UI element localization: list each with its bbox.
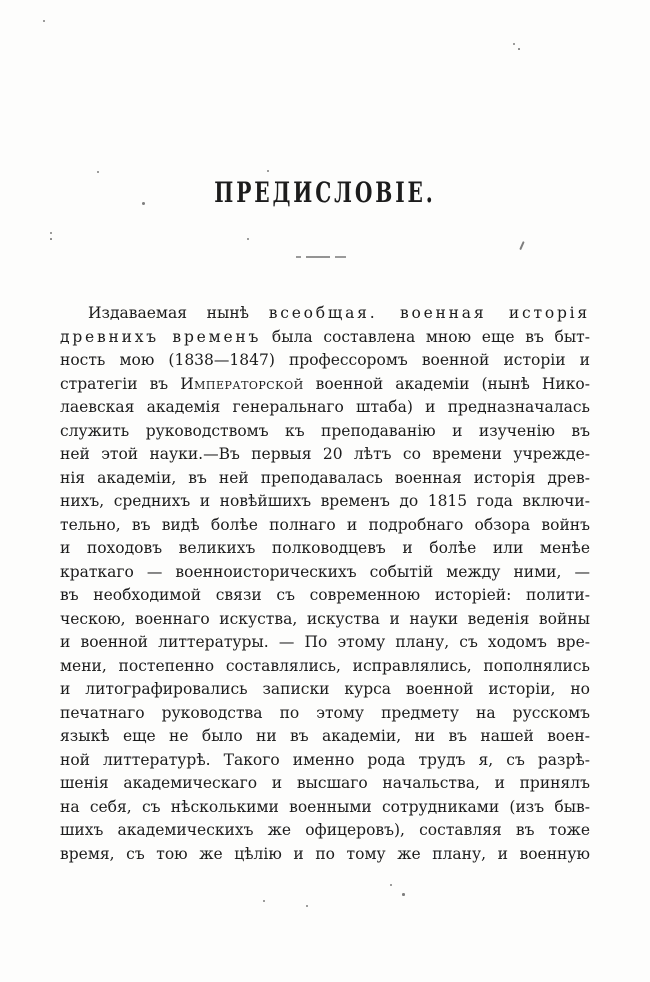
text-line: на себя, съ нѣсколькими военными сотрудниками (изъ быв- — [60, 797, 590, 816]
text-line: ной литтературѣ. Такого именно рода трудъ я, съ разрѣ- — [60, 750, 590, 769]
text-line: нія академіи, въ ней преподавалась военная исторія древ- — [60, 468, 590, 487]
text-line: ней этой науки.—Въ первыя 20 лѣтъ со времени учрежде- — [60, 445, 590, 463]
scan-speckle — [390, 884, 392, 886]
ornament-rule — [296, 256, 346, 258]
text-line: ность мою (1838—1847) профессоромъ военной исторіи и — [60, 351, 590, 369]
text-line: нихъ, среднихъ и новѣйшихъ временъ до 1815 года включи- — [60, 492, 590, 510]
text-line: краткаго — военноисторическихъ событій между ними, — — [60, 562, 590, 581]
text-line: лаевская академія генеральнаго штаба) и предназначалась — [60, 398, 590, 416]
scan-speckle — [97, 171, 99, 173]
text-segment: была составлена мною еще въ быт- — [261, 327, 590, 346]
text-line — [60, 373, 590, 397]
scan-speckle — [519, 241, 524, 250]
scan-speckle — [263, 900, 265, 902]
text-segment: военной академіи (нынѣ Нико- — [303, 374, 590, 393]
text-line: и военной литтературы. — По этому плану, съ ходомъ вре- — [60, 633, 590, 651]
text-line: шихъ академическихъ же офицеровъ), составляя въ тоже — [60, 821, 590, 839]
scan-speckle — [513, 43, 515, 45]
text-line: и походовъ великихъ полководцевъ и болѣе или менѣе — [60, 539, 590, 557]
text-segment: Издаваемая нынѣ — [88, 304, 269, 322]
scan-speckle — [50, 232, 52, 234]
text-line: ческою, военнаго искуства, искуства и науки веденія войны — [60, 609, 590, 628]
page-title: ПРЕДИСЛОВІЕ. — [214, 176, 436, 209]
scan-speckle — [43, 20, 45, 22]
text-line: тельно, въ видѣ болѣе полнаго и подробнаго обзора войнъ — [60, 515, 590, 534]
text-segment-letterspaced: древнихъ временъ — [60, 327, 262, 346]
text-line: шенія академическаго и высшаго начальства, и принялъ — [60, 774, 590, 792]
text-line: мени, постепенно составлялись, исправлялись, пополнялись — [60, 656, 590, 675]
scan-speckle — [50, 238, 52, 240]
text-line: печатнаго руководства по этому предмету на русскомъ — [60, 703, 590, 722]
text-line: служить руководствомъ къ преподаванію и изученію въ — [60, 421, 590, 440]
text-segment-letterspaced: всеобщая. военная исторія — [268, 304, 590, 322]
scan-speckle — [306, 905, 308, 907]
scan-speckle — [247, 238, 249, 240]
text-line: и литографировались записки курса военной исторіи, но — [60, 680, 590, 698]
text-line — [60, 302, 590, 326]
scan-speckle — [402, 893, 405, 896]
preface-paragraph — [60, 302, 590, 866]
scan-speckle — [518, 48, 520, 50]
text-line: время, съ тою же цѣлію и по тому же плану, и военную — [60, 844, 590, 863]
text-line: въ необходимой связи съ современною исторіей: полити- — [60, 586, 590, 604]
text-line: языкѣ еще не было ни въ академіи, ни въ нашей воен- — [60, 727, 590, 745]
text-segment: стратегіи въ — [60, 374, 181, 393]
scan-speckle — [142, 202, 145, 205]
text-segment-smallcaps: Императорской — [180, 374, 304, 393]
text-line — [60, 326, 590, 350]
scan-speckle — [267, 170, 269, 172]
